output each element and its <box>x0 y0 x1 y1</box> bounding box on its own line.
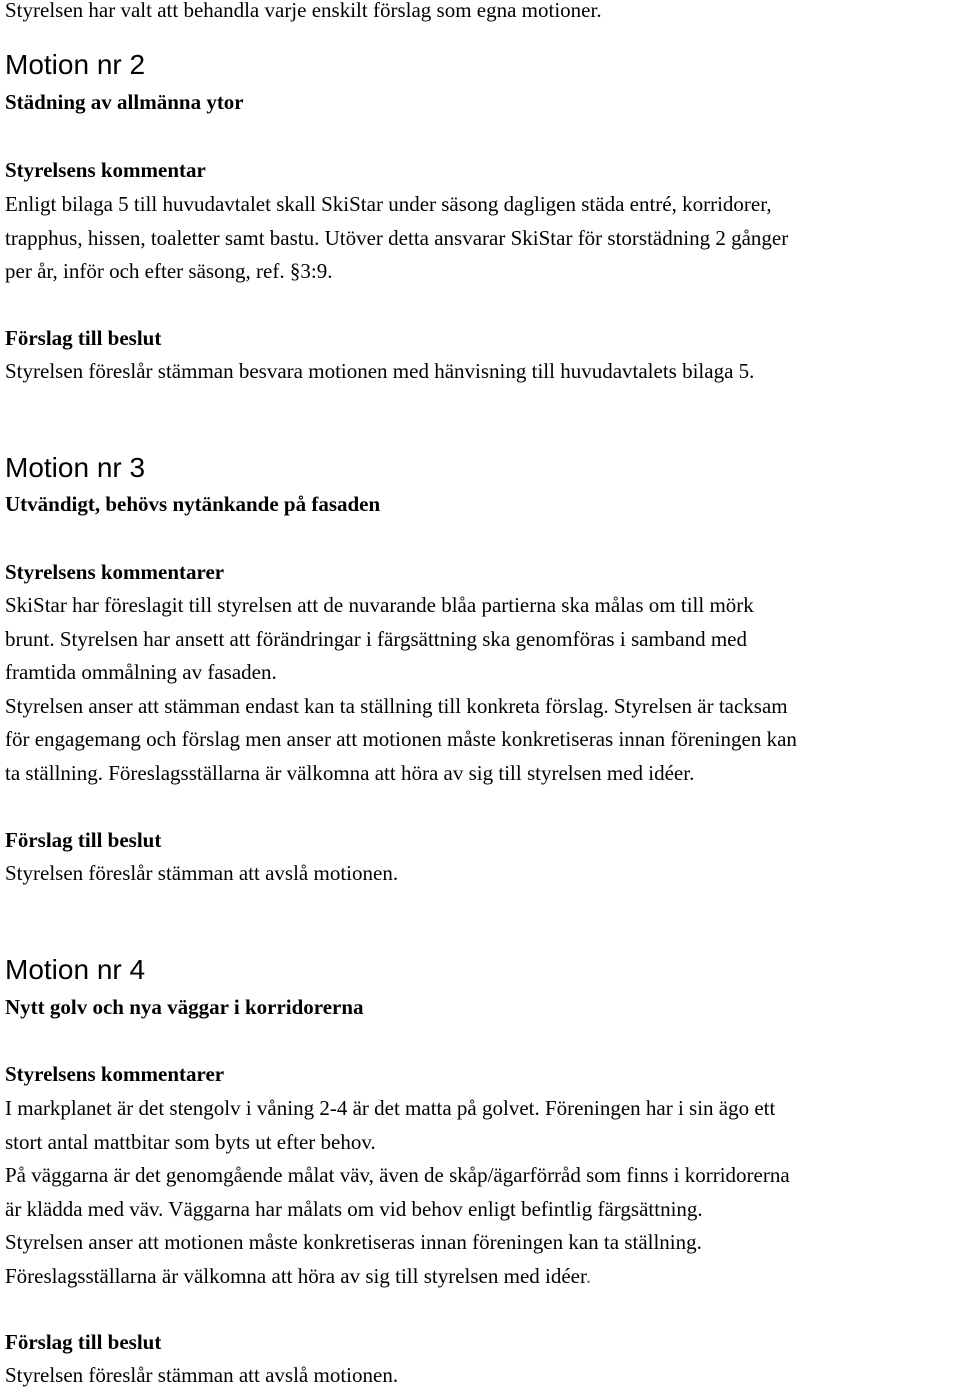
motion-4-title: Motion nr 4 <box>5 954 146 985</box>
comment-line-last <box>5 1260 790 1294</box>
motion-4-subject: Nytt golv och nya väggar i korridorerna <box>5 995 364 1019</box>
motion-4-comment-heading: Styrelsens kommentarer <box>5 1062 225 1086</box>
motion-4-comment <box>5 1092 790 1293</box>
last-line-period: . <box>585 1263 592 1288</box>
motion-3-subject: Utvändigt, behövs nytänkande på fasaden <box>5 492 381 516</box>
comment-line: för engagemang och förslag men anser att motionen måste konkretiseras innan föreningen kan <box>5 727 797 751</box>
comment-line: Styrelsen anser att motionen måste konkretiseras innan föreningen kan ta ställning. <box>5 1230 702 1254</box>
motion-3-title: Motion nr 3 <box>5 452 146 483</box>
motion-2-decision: Styrelsen föreslår stämman besvara motionen med hänvisning till huvudavtalets bilaga 5. <box>5 359 755 383</box>
motion-4-decision: Styrelsen föreslår stämman att avslå motionen. <box>5 1363 399 1387</box>
comment-line: På väggarna är det genomgående målat väv, även de skåp/ägarförråd som finns i korridorerna <box>5 1163 790 1187</box>
motion-3-comment-heading: Styrelsens kommentarer <box>5 560 225 584</box>
comment-line: framtida ommålning av fasaden. <box>5 660 277 684</box>
comment-line: trapphus, hissen, toaletter samt bastu. Utöver detta ansvarar SkiStar för storstädning 2 gånger <box>5 225 789 250</box>
motion-2-subject: Städning av allmänna ytor <box>5 90 244 114</box>
comment-line: Styrelsen anser att stämman endast kan ta ställning till konkreta förslag. Styrelsen är tacksam <box>5 693 788 718</box>
comment-line: stort antal mattbitar som byts ut efter behov. <box>5 1129 376 1154</box>
comment-line: per år, inför och efter säsong, ref. §3:9. <box>5 259 333 283</box>
last-line-text: Föreslagsställarna är välkomna att höra av sig till styrelsen med idéer <box>5 1263 586 1288</box>
motion-2-comment-heading: Styrelsens kommentar <box>5 158 206 182</box>
comment-line: brunt. Styrelsen har ansett att förändringar i färgsättning ska genomföras i samband med <box>5 626 747 651</box>
motion-2-title: Motion nr 2 <box>5 49 146 80</box>
motion-3-comment <box>5 589 797 790</box>
motion-2-decision-heading: Förslag till beslut <box>5 326 162 350</box>
motion-4-decision-heading: Förslag till beslut <box>5 1330 162 1354</box>
motion-2-comment <box>5 188 788 289</box>
comment-line: är klädda med väv. Väggarna har målats om vid behov enligt befintlig färgsättning. <box>5 1196 703 1221</box>
comment-line: I markplanet är det stengolv i våning 2-4 är det matta på golvet. Föreningen har i sin ägo ett <box>5 1096 776 1120</box>
motion-3-decision: Styrelsen föreslår stämman att avslå motionen. <box>5 861 399 885</box>
comment-line: ta ställning. Föreslagsställarna är välkomna att höra av sig till styrelsen med idéer. <box>5 760 695 785</box>
motion-3-decision-heading: Förslag till beslut <box>5 828 162 852</box>
intro-text: Styrelsen har valt att behandla varje enskilt förslag som egna motioner. <box>5 0 602 22</box>
comment-line: Enligt bilaga 5 till huvudavtalet skall SkiStar under säsong dagligen städa entré, korridorer, <box>5 192 772 216</box>
comment-line: SkiStar har föreslagit till styrelsen att de nuvarande blåa partierna ska målas om till mörk <box>5 593 754 617</box>
